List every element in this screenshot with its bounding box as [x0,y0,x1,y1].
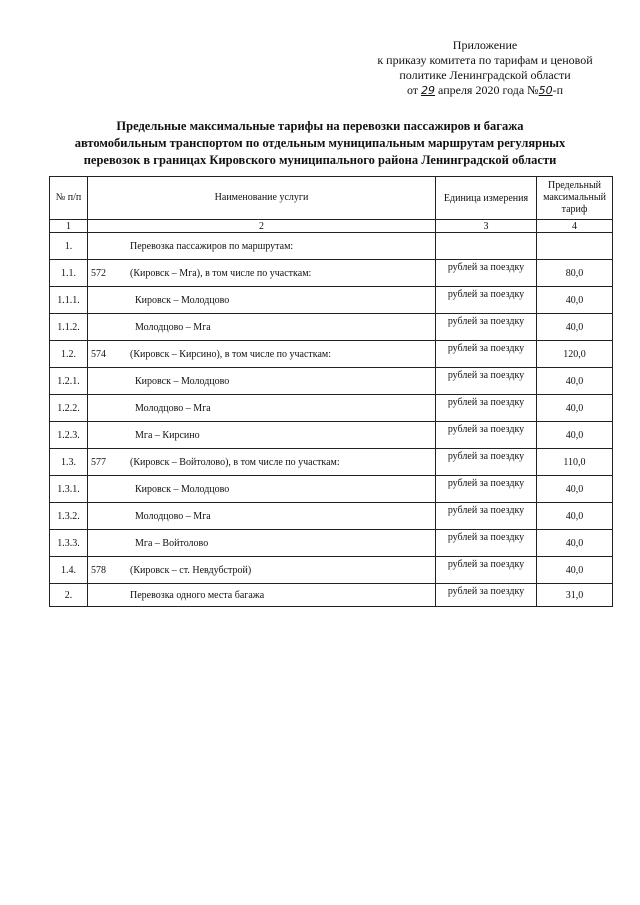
row-unit [436,233,537,260]
row-unit: рублей за поездку [436,341,537,368]
row-service-name: (Кировск – Мга), в том числе по участкам: [127,260,436,287]
row-service-name: Кировск – Молодцово [127,368,436,395]
row-route: 574 [88,341,128,368]
appendix-header [340,38,630,98]
row-unit: рублей за поездку [436,314,537,341]
row-route [88,395,128,422]
row-service-name: Перевозка одного места багажа [127,584,436,607]
row-route [88,503,128,530]
table-row [50,557,613,584]
table-row [50,395,613,422]
column-number-row [50,220,613,233]
table-row [50,233,613,260]
table-row [50,584,613,607]
date-prefix: от [406,83,419,97]
title-line-1: Предельные максимальные тарифы на перевозки пассажиров и багажа [116,119,524,133]
row-number: 1. [50,233,88,260]
table-row [50,341,613,368]
row-tariff: 40,0 [537,530,613,557]
table-header-row [50,177,613,220]
table-row [50,368,613,395]
row-service-name: Мга – Кирсино [127,422,436,449]
table-body [50,233,613,607]
row-number: 1.2.1. [50,368,88,395]
row-tariff: 80,0 [537,260,613,287]
row-number: 1.1.2. [50,314,88,341]
title-line-3: перевозок в границах Кировского муниципального района Ленинградской области [83,153,557,167]
col-number: 1 [50,220,88,233]
row-number: 1.1.1. [50,287,88,314]
row-unit: рублей за поездку [436,260,537,287]
order-suffix: -п [552,83,564,97]
row-service-name: (Кировск – Войтолово), в том числе по участкам: [127,449,436,476]
row-number: 2. [50,584,88,607]
row-service-name: Молодцово – Мга [127,314,436,341]
table-row [50,449,613,476]
row-route: 572 [88,260,128,287]
row-unit: рублей за поездку [436,584,537,607]
row-number: 1.4. [50,557,88,584]
table-row [50,503,613,530]
row-route: 578 [88,557,128,584]
row-service-name: (Кировск – Кирсино), в том числе по участкам: [127,341,436,368]
table-row [50,476,613,503]
row-number: 1.2. [50,341,88,368]
row-service-name: (Кировск – ст. Невдубстрой) [127,557,436,584]
order-number: 50 [538,84,553,97]
appendix-label: Приложение [452,38,518,52]
row-route [88,584,128,607]
row-tariff: 31,0 [537,584,613,607]
row-service-name: Молодцово – Мга [127,503,436,530]
header-name: Наименование услуги [88,177,436,220]
document-title [50,118,590,169]
table-row [50,422,613,449]
row-number: 1.2.2. [50,395,88,422]
table-row [50,314,613,341]
row-unit: рублей за поездку [436,287,537,314]
row-route [88,476,128,503]
header-num: № п/п [50,177,88,220]
row-route [88,314,128,341]
row-service-name: Перевозка пассажиров по маршрутам: [127,233,436,260]
row-tariff: 40,0 [537,476,613,503]
row-unit: рублей за поездку [436,476,537,503]
row-service-name: Молодцово – Мга [127,395,436,422]
col-number: 2 [88,220,436,233]
appendix-order-line: к приказу комитета по тарифам и ценовой [377,53,593,67]
col-number: 3 [436,220,537,233]
date-day: 29 [421,84,436,97]
table-row [50,287,613,314]
row-tariff: 40,0 [537,557,613,584]
date-mid: апреля 2020 года № [438,83,539,97]
row-tariff [537,233,613,260]
row-route [88,287,128,314]
title-line-2: автомобильным транспортом по отдельным муниципальным маршрутам регулярных [74,136,566,150]
row-tariff: 40,0 [537,422,613,449]
row-unit: рублей за поездку [436,422,537,449]
row-route [88,530,128,557]
appendix-committee-line: политике Ленинградской области [399,68,571,82]
row-number: 1.2.3. [50,422,88,449]
row-unit: рублей за поездку [436,449,537,476]
row-tariff: 40,0 [537,503,613,530]
row-tariff: 40,0 [537,314,613,341]
row-route [88,368,128,395]
row-route [88,233,128,260]
row-number: 1.3.2. [50,503,88,530]
row-unit: рублей за поездку [436,557,537,584]
row-tariff: 40,0 [537,368,613,395]
table-row [50,260,613,287]
header-unit: Единица измерения [436,177,537,220]
row-route: 577 [88,449,128,476]
row-tariff: 110,0 [537,449,613,476]
row-unit: рублей за поездку [436,503,537,530]
row-number: 1.3. [50,449,88,476]
row-service-name: Кировск – Молодцово [127,287,436,314]
header-tariff: Предельный максимальный тариф [537,177,613,220]
row-service-name: Мга – Войтолово [127,530,436,557]
row-number: 1.1. [50,260,88,287]
row-route [88,422,128,449]
row-service-name: Кировск – Молодцово [127,476,436,503]
col-number: 4 [537,220,613,233]
appendix-date-line [340,83,630,98]
row-number: 1.3.1. [50,476,88,503]
tariff-table [49,176,613,607]
row-unit: рублей за поездку [436,395,537,422]
row-number: 1.3.3. [50,530,88,557]
row-unit: рублей за поездку [436,530,537,557]
row-unit: рублей за поездку [436,368,537,395]
row-tariff: 40,0 [537,395,613,422]
row-tariff: 120,0 [537,341,613,368]
row-tariff: 40,0 [537,287,613,314]
table-row [50,530,613,557]
